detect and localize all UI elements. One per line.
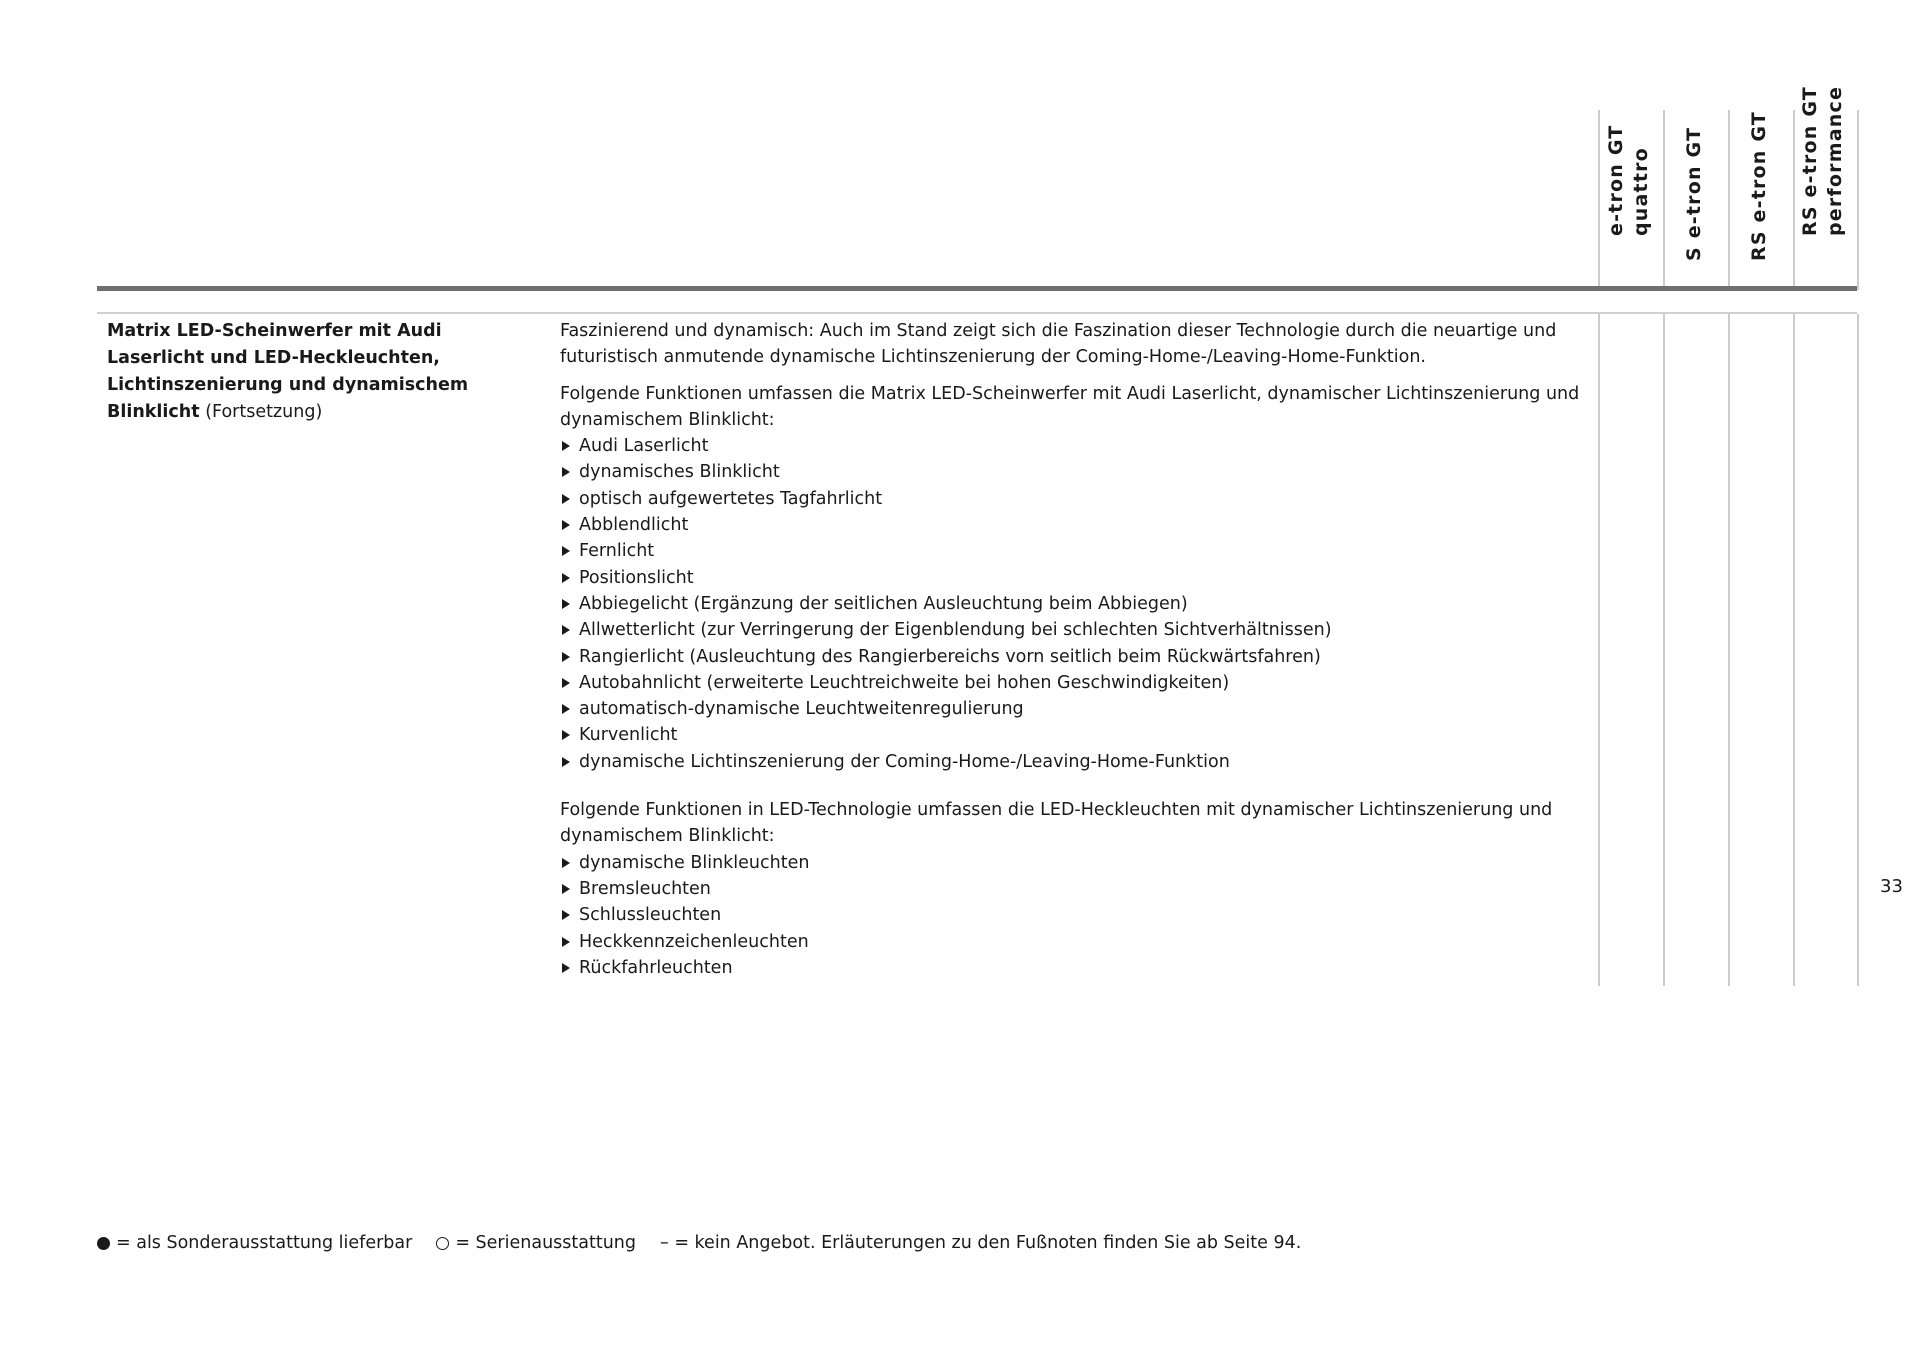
row-top-rule — [97, 312, 1857, 314]
list-item: Fernlicht — [560, 538, 1580, 564]
front-lights-heading: Folgende Funktionen umfassen die Matrix LED-Scheinwerfer mit Audi Laserlicht, dynamischer Lichtinszenierung und dynamischem Blinklicht: — [560, 383, 1580, 430]
intro-text: Faszinierend und dynamisch: Auch im Stand zeigt sich die Faszination dieser Technologie durch die neuartige und futuristisch anmutende dynamische Lichtinszenierung der Coming-Home-/Leaving-Home-Funktion. — [560, 321, 1557, 368]
legend-optional: = als Sonderausstattung lieferbar — [116, 1233, 413, 1253]
body-column-separator — [1857, 314, 1859, 986]
list-item: dynamische Lichtinszenierung der Coming-Home-/Leaving-Home-Funktion — [560, 749, 1580, 775]
body-column-separator — [1728, 314, 1730, 986]
column-header-rs-e-tron-gt-performance — [1798, 85, 1862, 286]
column-header-e-tron-gt-quattro — [1604, 110, 1668, 286]
list-item: Kurvenlicht — [560, 722, 1580, 748]
body-column-separator — [1793, 314, 1795, 986]
list-item: Schlussleuchten — [560, 902, 1580, 928]
column-header-line2: quattro — [1630, 147, 1652, 236]
list-item: Audi Laserlicht — [560, 433, 1580, 459]
page-number: 33 — [1880, 876, 1903, 897]
column-header-line1: S e-tron GT — [1683, 126, 1705, 261]
list-item: automatisch-dynamische Leuchtweitenregulierung — [560, 696, 1580, 722]
header-column-separator — [1598, 110, 1600, 290]
legend — [97, 1233, 1301, 1253]
list-item: Rückfahrleuchten — [560, 955, 1580, 981]
feature-description — [560, 318, 1580, 981]
body-column-separator — [1598, 314, 1600, 986]
list-item: Abbiegelicht (Ergänzung der seitlichen Ausleuchtung beim Abbiegen) — [560, 591, 1580, 617]
list-item: Autobahnlicht (erweiterte Leuchtreichweite bei hohen Geschwindigkeiten) — [560, 670, 1580, 696]
column-header-s-e-tron-gt — [1682, 110, 1746, 286]
list-item: Heckkennzeichenleuchten — [560, 929, 1580, 955]
list-item: Allwetterlicht (zur Verringerung der Eigenblendung bei schlechten Sichtverhältnissen) — [560, 617, 1580, 643]
column-header-line1: RS e-tron GT — [1748, 111, 1770, 261]
column-header-line1: e-tron GT — [1605, 124, 1627, 236]
list-item: optisch aufgewertetes Tagfahrlicht — [560, 486, 1580, 512]
list-item: dynamisches Blinklicht — [560, 459, 1580, 485]
list-item: Bremsleuchten — [560, 876, 1580, 902]
rear-lights-list — [560, 850, 1580, 981]
rear-lights-heading: Folgende Funktionen in LED-Technologie umfassen die LED-Heckleuchten mit dynamischer Lichtinszenierung und dynamischem Blinklicht: — [560, 800, 1553, 847]
list-item: Rangierlicht (Ausleuchtung des Rangierbereichs vorn seitlich beim Rückwärtsfahren) — [560, 644, 1580, 670]
column-header-line1: RS e-tron GT — [1799, 86, 1821, 236]
body-column-separator — [1663, 314, 1665, 986]
header-rule — [97, 286, 1857, 291]
feature-title-bold: Matrix LED-Scheinwerfer mit Audi Laserlicht und LED-Heckleuchten, Lichtinszenierung und dynamischem Blinklicht — [107, 321, 469, 422]
open-circle-icon — [436, 1237, 449, 1250]
list-item: Abblendlicht — [560, 512, 1580, 538]
legend-none: – = kein Angebot. Erläuterungen zu den Fußnoten finden Sie ab Seite 94. — [660, 1233, 1302, 1253]
column-header-line2: performance — [1824, 85, 1846, 236]
filled-circle-icon — [97, 1237, 110, 1250]
feature-title-suffix: (Fortsetzung) — [199, 402, 323, 422]
list-item: dynamische Blinkleuchten — [560, 850, 1580, 876]
front-lights-list — [560, 433, 1580, 775]
list-item: Positionslicht — [560, 565, 1580, 591]
feature-title — [107, 318, 537, 426]
legend-standard: = Serienausstattung — [455, 1233, 636, 1253]
